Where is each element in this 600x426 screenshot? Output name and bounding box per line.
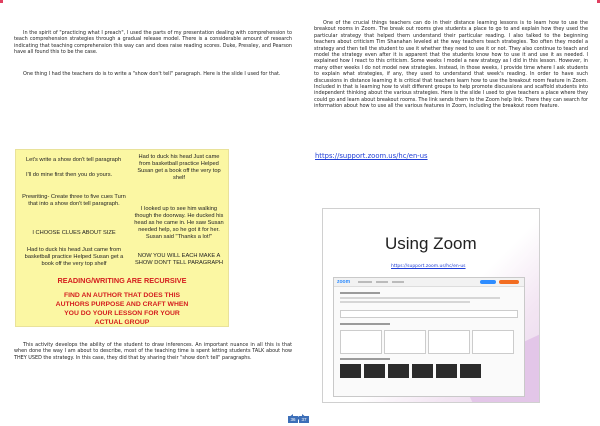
- slide-left-line: Had to duck his head Just came from basketball practice Helped Susan get a book off the very top shelf: [24, 247, 124, 267]
- slide-heading-recursive: READING/WRITING ARE RECURSIVE: [57, 276, 187, 285]
- topic-card: [340, 330, 382, 354]
- topic-card: [472, 330, 514, 354]
- second-paragraph: One thing I had the teachers do is to write a "show don't tell" paragraph. Here is the slide I used for that.: [23, 71, 281, 77]
- slide-sub-link[interactable]: https://support.zoom.us/hc/en-us: [391, 264, 466, 269]
- text-line: [340, 297, 500, 299]
- nav-item: [358, 281, 372, 283]
- topic-card: [428, 330, 470, 354]
- text-line: [340, 301, 470, 303]
- nav-button: [480, 280, 496, 284]
- page-number-right[interactable]: 37: [299, 416, 309, 423]
- heading-line: [340, 358, 390, 360]
- slide-left-line: Let's write a show don't tell paragraph: [26, 157, 122, 163]
- right-arrow-icon[interactable]: [298, 407, 307, 415]
- video-thumbnail: [460, 364, 481, 378]
- video-thumbnail: [412, 364, 433, 378]
- nav-item: [392, 281, 404, 283]
- nav-button: [499, 280, 519, 284]
- slide-title: Using Zoom: [385, 234, 477, 253]
- topic-card: [384, 330, 426, 354]
- closing-paragraph: This activity develops the ability of the student to draw inferences. An important nuance in all this is that when done the way I am about to describe, most of the teaching time is spent letting students TALK about how THEY USED the strategy. In this case, they did that by sharing their "show don't tell" paragraphs.: [14, 342, 292, 361]
- slide-right-line: Had to duck his head Just came from basketball practice Helped Susan get a book off the very top shelf: [137, 154, 221, 181]
- slide-right-line: I looked up to see him walking though the doorway. He ducked his head as he came in. He saw Susan needed help, so he got it for her. Susan said "Thanks a lot!": [134, 206, 224, 240]
- search-box: [340, 310, 518, 318]
- show-dont-tell-slide: [15, 149, 229, 327]
- video-thumbnail: [340, 364, 361, 378]
- video-thumbnail: [364, 364, 385, 378]
- heading-line: [340, 323, 390, 325]
- zoom-help-link[interactable]: https://support.zoom.us/hc/en-us: [315, 152, 428, 160]
- zoom-site-screenshot: [333, 277, 525, 397]
- browser-toolbar: [334, 278, 524, 287]
- page-corner-marker: [0, 0, 3, 3]
- slide-heading-author: FIND AN AUTHOR THAT DOES THIS AUTHORS PURPOSE AND CRAFT WHEN YOU DO YOUR LESSON FOR YOUR ACTUAL GROUP: [55, 292, 189, 326]
- slide-left-line: Prewriting- Create three to five cues Turn that into a show don't tell paragraph.: [22, 194, 126, 207]
- video-thumbnail: [388, 364, 409, 378]
- page-number-left[interactable]: 36: [288, 416, 298, 423]
- left-arrow-icon[interactable]: [288, 407, 297, 415]
- slide-left-line: I'll do mine first then you do yours.: [26, 172, 113, 178]
- using-zoom-slide: [322, 208, 540, 403]
- zoom-breakout-paragraph: One of the crucial things teachers can do in their distance learning lessons is to learn how to use the breakout rooms in Zoom. The break out rooms give students a place to go to and explain how they used the particular strategy that helped them understand their particular reading. I also talked to the beginning teachers about criticism Tim Shanahan leveled at the way teachers teach strategies. Too often they model a strategy and then tell the student to use it whether they need to use it or not. They also continue to teach and model the strategy even after it is apparent that the students know how to use it and use it as needed. I explained how I react to this criticism. Some weeks I model a new strategy as I did in this lesson. However, in many other weeks I do not model new strategies. Instead, in those weeks, I provide time where I ask students to explain what strategies, if any, they used to understand that week's reading. In order to have such discussions in distance learning it is critical that teachers learn how to use the breakout room feature in Zoom. Included in that is learning how to visit different groups to help promote discussions and scaffold students into independent thinking about the various strategies. Here is the slide I used to give teachers a place where they could go and learn about breakout rooms. The link sends them to the Zoom help link. There they can search for information about how to use all the various features in Zoom, including the breakout room feature.: [314, 20, 588, 110]
- slide-right-line: NOW YOU WILL EACH MAKE A SHOW DON'T TELL PARAGRAPH: [134, 253, 224, 266]
- zoom-logo: zoom: [337, 279, 351, 285]
- nav-item: [376, 281, 388, 283]
- video-thumbnail: [436, 364, 457, 378]
- heading-line: [340, 292, 380, 294]
- slide-left-line: I CHOOSE CLUES ABOUT SIZE: [32, 230, 116, 236]
- intro-paragraph: In the spirit of "practicing what I preach", I used the parts of my presentation dealing with comprehension to teach comprehension strategies through a gradual release model. There is a considerable amount of research indicating that teaching comprehension this way can and does raise reading scores. Duke, Pressley, and Pearson have all found this to be the case.: [14, 30, 292, 56]
